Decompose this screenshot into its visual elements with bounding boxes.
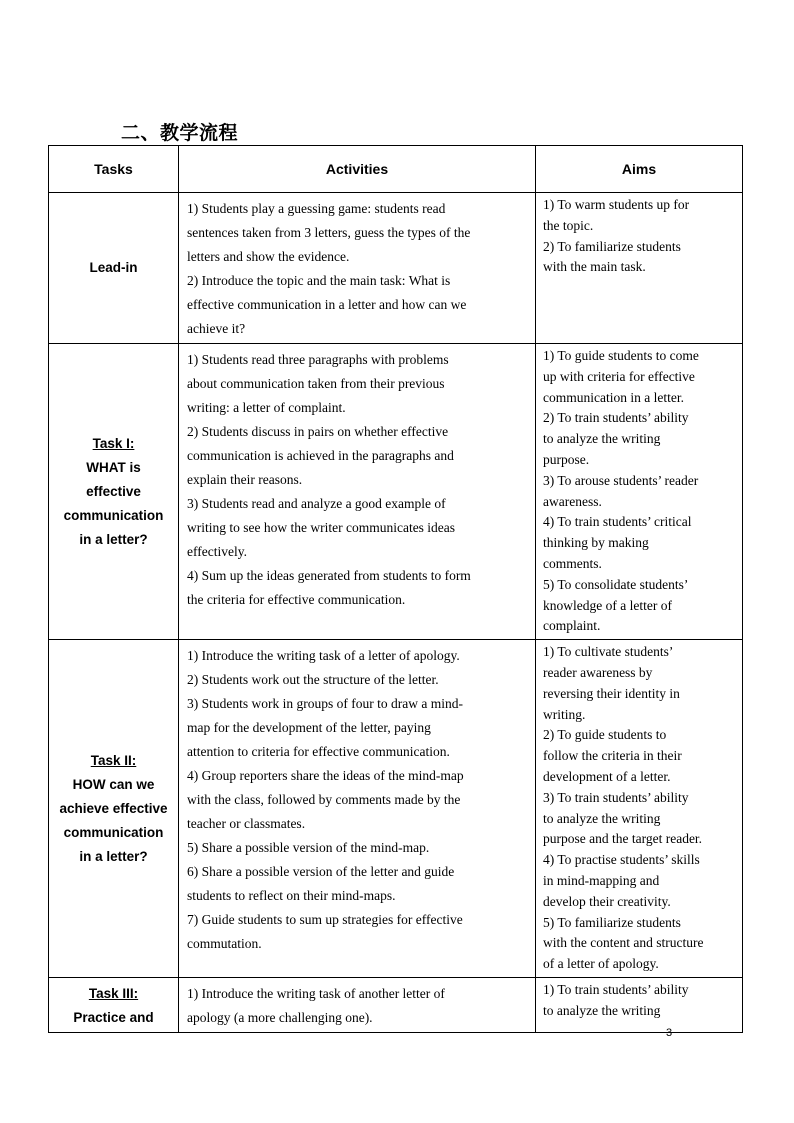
aim-line: 4) To train students’ critical	[543, 514, 692, 530]
activity-line: 1) Students read three paragraphs with problems	[187, 352, 449, 367]
aim-line: with the content and structure	[543, 935, 704, 951]
aim-line: thinking by making	[543, 535, 649, 551]
aim-line: 5) To consolidate students’	[543, 576, 689, 592]
aim-line: up with criteria for effective	[543, 368, 695, 384]
activities-cell	[179, 344, 536, 640]
activity-line: 3) Students work in groups of four to draw a mind-	[187, 696, 463, 712]
activity-line: the criteria for effective communication.	[187, 592, 406, 607]
activity-line: apology (a more challenging one).	[187, 1009, 373, 1025]
activities-cell	[179, 977, 536, 1032]
aim-line: 1) To train students’ ability	[543, 981, 689, 997]
activities-cell	[179, 640, 536, 978]
aim-line: 3) To arouse students’ reader	[543, 472, 699, 488]
activity-line: commutation.	[187, 936, 262, 952]
aim-line: 2) To train students’ ability	[543, 410, 689, 426]
aim-line: purpose.	[543, 451, 590, 467]
activity-line: sentences taken from 3 letters, guess the types of the	[187, 225, 471, 240]
activity-line: 1) Introduce the writing task of a letter of apology.	[187, 648, 460, 664]
aim-line: the topic.	[543, 217, 594, 233]
aims-cell	[536, 977, 743, 1032]
activities-cell	[179, 193, 536, 344]
activity-line: achieve it?	[187, 321, 246, 336]
aim-line: 2) To familiarize students	[543, 238, 681, 254]
task-line: effective	[86, 483, 141, 499]
task-cell	[49, 640, 179, 978]
activity-line: teacher or classmates.	[187, 816, 306, 832]
aim-line: complaint.	[543, 618, 601, 634]
task-line: achieve effective	[59, 800, 168, 816]
aims-cell	[536, 344, 743, 640]
aim-line: to analyze the writing	[543, 431, 661, 447]
activity-line: with the class, followed by comments made by the	[187, 792, 461, 808]
header-activities: Activities	[179, 146, 536, 193]
activity-line: letters and show the evidence.	[187, 249, 350, 264]
header-tasks: Tasks	[49, 146, 179, 193]
aim-line: 5) To familiarize students	[543, 914, 681, 930]
activity-line: 2) Introduce the topic and the main task: What is	[187, 273, 451, 288]
activity-line: writing: a letter of complaint.	[187, 400, 346, 415]
task-line: Lead-in	[89, 260, 138, 275]
aim-line: with the main task.	[543, 259, 646, 275]
activity-line: 4) Sum up the ideas generated from students to form	[187, 568, 471, 583]
aim-line: reversing their identity in	[543, 685, 680, 701]
task-cell	[49, 344, 179, 640]
activity-line: 1) Students play a guessing game: students read	[187, 201, 446, 216]
activity-line: communication is achieved in the paragraphs and	[187, 448, 454, 463]
aim-line: 1) To cultivate students’	[543, 644, 674, 660]
aim-line: development of a letter.	[543, 768, 671, 784]
aim-line: awareness.	[543, 493, 602, 509]
task-line: Practice and	[73, 1009, 154, 1025]
row-task-iii	[49, 977, 743, 1032]
task-line: WHAT is	[86, 459, 141, 475]
activity-line: effectively.	[187, 544, 247, 559]
task-cell	[49, 977, 179, 1032]
section-heading: 二、教学流程	[121, 122, 239, 144]
activity-line: 2) Students work out the structure of the letter.	[187, 672, 439, 688]
aim-line: develop their creativity.	[543, 893, 671, 909]
task-line: Task III:	[88, 985, 139, 1001]
aims-cell	[536, 640, 743, 978]
activity-line: 6) Share a possible version of the letter and guide	[187, 864, 455, 880]
aim-line: in mind-mapping and	[543, 872, 660, 888]
activity-line: 2) Students discuss in pairs on whether effective	[187, 424, 449, 439]
activity-line: 5) Share a possible version of the mind-map.	[187, 840, 430, 856]
aim-line: of a letter of apology.	[543, 956, 659, 972]
row-lead-in	[49, 193, 743, 344]
aim-line: reader awareness by	[543, 664, 653, 680]
row-task-i	[49, 344, 743, 640]
activity-line: 1) Introduce the writing task of another letter of	[187, 985, 445, 1001]
activity-line: 4) Group reporters share the ideas of the mind-map	[187, 768, 464, 784]
task-line: in a letter?	[79, 848, 148, 864]
table-header-row	[49, 146, 743, 193]
activity-line: students to reflect on their mind-maps.	[187, 888, 396, 904]
page-number: 3	[666, 1027, 673, 1039]
task-cell	[49, 193, 179, 344]
activity-line: explain their reasons.	[187, 472, 303, 487]
activity-line: effective communication in a letter and how can we	[187, 297, 467, 312]
activity-line: 3) Students read and analyze a good example of	[187, 496, 446, 511]
activity-line: about communication taken from their previous	[187, 376, 445, 391]
row-task-ii	[49, 640, 743, 978]
task-line: Task II:	[90, 752, 137, 768]
aim-line: writing.	[543, 706, 586, 722]
aim-line: follow the criteria in their	[543, 748, 682, 764]
aim-line: 3) To train students’ ability	[543, 789, 689, 805]
task-line: communication	[63, 824, 164, 840]
aim-line: 1) To warm students up for	[543, 197, 690, 212]
header-aims: Aims	[536, 146, 743, 193]
aim-line: comments.	[543, 555, 602, 571]
activity-line: attention to criteria for effective communication.	[187, 744, 450, 760]
aim-line: 1) To guide students to come	[543, 348, 699, 363]
task-line: communication	[63, 507, 164, 523]
aim-line: to analyze the writing	[543, 810, 661, 826]
aim-line: purpose and the target reader.	[543, 831, 703, 847]
activity-line: map for the development of the letter, paying	[187, 720, 431, 736]
teaching-process-table	[48, 145, 743, 1033]
activity-line: 7) Guide students to sum up strategies for effective	[187, 912, 463, 928]
task-line: in a letter?	[79, 531, 148, 547]
activity-line: writing to see how the writer communicates ideas	[187, 520, 456, 535]
task-line: Task I:	[92, 435, 135, 451]
aim-line: to analyze the writing	[543, 1002, 661, 1018]
aim-line: knowledge of a letter of	[543, 597, 672, 613]
aim-line: 4) To practise students’ skills	[543, 852, 700, 868]
aim-line: 2) To guide students to	[543, 727, 667, 743]
task-line: HOW can we	[72, 776, 155, 792]
aims-cell	[536, 193, 743, 344]
aim-line: communication in a letter.	[543, 389, 684, 405]
